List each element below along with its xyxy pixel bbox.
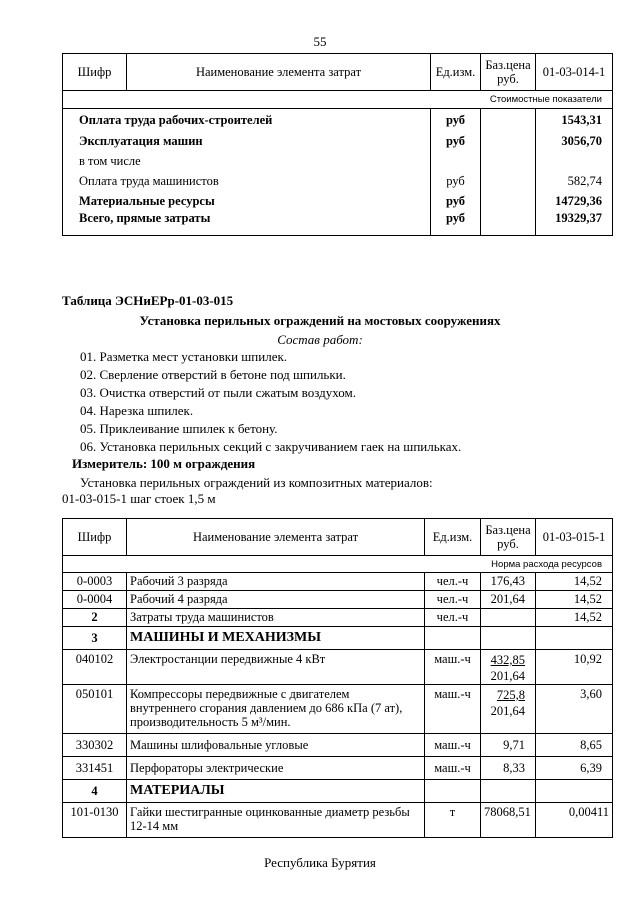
table-row: в том числе [63,151,613,171]
header-name: Наименование элемента затрат [127,54,431,91]
section-heading: Установка перильных ограждений на мостовых сооружениях [139,313,501,328]
table-row: 0-0003 Рабочий 3 разряда чел.-ч 176,43 14,52 [63,573,613,591]
header-base-price: Баз.цена руб. [481,519,536,556]
measure-description: Установка перильных ограждений из композитных материалов: [80,475,433,490]
header-column-code: 01-03-014-1 [536,54,613,91]
table-header-row [63,519,613,556]
work-item: 05. Приклеивание шпилек к бетону. [80,421,278,436]
variant-label: 01-03-015-1 шаг стоек 1,5 м [62,491,216,506]
table-row: 101-0130 Гайки шестигранные оцинкованные диаметр резьбы 12-14 мм т 78068,51 0,00411 [63,803,613,838]
resource-norms-table [62,518,613,838]
table-subheader: Стоимостные показатели [63,91,613,109]
header-code: Шифр [63,54,127,91]
header-column-code: 01-03-015-1 [536,519,613,556]
table-row: Оплата труда машинистов руб 582,74 [63,171,613,191]
page-number: 55 [313,34,327,49]
work-item: 01. Разметка мест установки шпилек. [80,349,288,364]
table-row: 330302 Машины шлифовальные угловые маш.-ч 9,71 8,65 [63,734,613,757]
header-base-price: Баз.цена руб. [481,54,536,91]
measure-unit: Измеритель: 100 м ограждения [72,456,256,471]
table-row: 050101 Компрессоры передвижные с двигателем внутреннего сгорания давлением до 686 кПа (7 ат), производительность 5 м³/мин. маш.-ч 725,8 201,64 3,60 [63,685,613,734]
table-row: 331451 Перфораторы электрические маш.-ч 8,33 6,39 [63,757,613,780]
table-header-row [63,54,613,91]
table-row: Эксплуатация машин руб 3056,70 [63,131,613,151]
header-unit: Ед.изм. [431,54,481,91]
table-row: 2 Затраты труда машинистов чел.-ч 14,52 [63,609,613,627]
table-subheader: Норма расхода ресурсов [63,556,613,573]
table-row: 0-0004 Рабочий 4 разряда чел.-ч 201,64 14,52 [63,591,613,609]
work-item: 03. Очистка отверстий от пыли сжатым воздухом. [80,385,356,400]
header-unit: Ед.изм. [425,519,481,556]
table-row: 040102 Электростанции передвижные 4 кВт маш.-ч 432,85 201,64 10,92 [63,650,613,685]
work-item: 02. Сверление отверстий в бетоне под шпильки. [80,367,346,382]
table-row: Материальные ресурсы руб 14729,36 [63,191,613,211]
work-item: 06. Установка перильных секций с закручиванием гаек на шпильках. [80,439,462,454]
work-composition-title: Состав работ: [277,332,363,347]
section-row-machines: 3 МАШИНЫ И МЕХАНИЗМЫ [63,627,613,650]
work-item: 04. Нарезка шпилек. [80,403,194,418]
table-row: Оплата труда рабочих-строителей руб 1543,31 [63,109,613,132]
header-code: Шифр [63,519,127,556]
cost-indicators-table [62,53,613,236]
header-name: Наименование элемента затрат [127,519,425,556]
table-title: Таблица ЭСНиЕРр-01-03-015 [62,293,234,308]
table-row: Всего, прямые затраты руб 19329,37 [63,211,613,236]
page-footer: Республика Бурятия [264,855,376,870]
section-row-materials: 4 МАТЕРИАЛЫ [63,780,613,803]
